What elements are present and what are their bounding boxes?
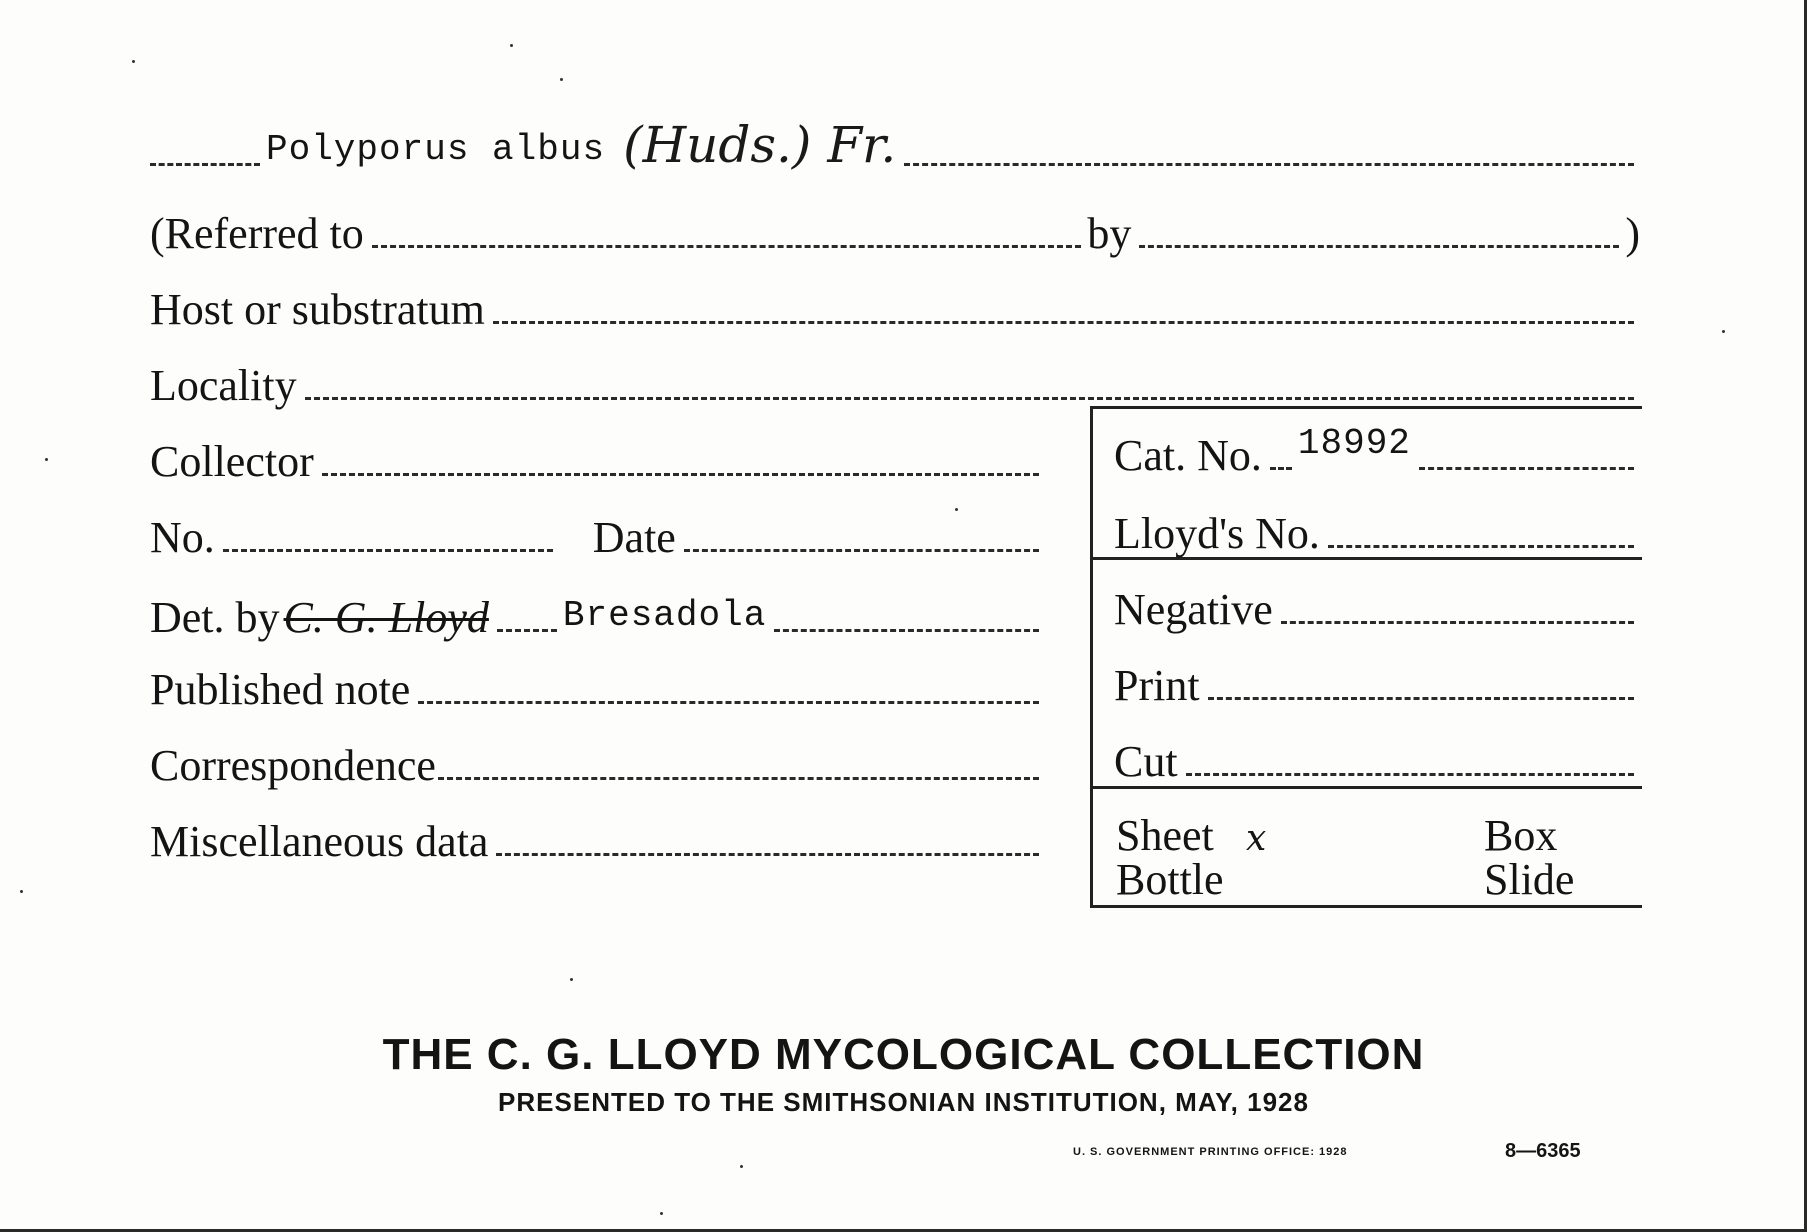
det-by-line bbox=[774, 629, 1039, 632]
det-by-leader bbox=[497, 629, 557, 632]
cut-label: Cut bbox=[1114, 737, 1178, 786]
published-note-line bbox=[418, 701, 1039, 704]
by-label: by bbox=[1087, 209, 1132, 258]
host-row bbox=[150, 282, 1640, 332]
published-note-row bbox=[150, 662, 1045, 712]
no-label: No. bbox=[150, 513, 215, 562]
no-date-row bbox=[150, 510, 1045, 560]
scan-speck bbox=[132, 60, 135, 63]
collection-subtitle: PRESENTED TO THE SMITHSONIAN INSTITUTION, MAY, 1928 bbox=[498, 1087, 1309, 1117]
negative-line bbox=[1281, 621, 1634, 624]
correspondence-line bbox=[438, 777, 1039, 780]
species-name: Polyporus albus bbox=[266, 129, 606, 170]
species-leader bbox=[150, 163, 260, 166]
det-by-value: Bresadola bbox=[562, 595, 767, 636]
scan-speck bbox=[660, 1212, 663, 1215]
cut-line bbox=[1186, 773, 1634, 776]
scan-speck bbox=[1722, 330, 1725, 333]
misc-label: Miscellaneous data bbox=[150, 817, 489, 866]
scan-speck bbox=[570, 978, 573, 981]
scan-speck bbox=[510, 44, 513, 47]
close-paren: ) bbox=[1625, 209, 1640, 258]
referred-to-line bbox=[372, 245, 1082, 248]
referred-to-row bbox=[150, 206, 1640, 256]
misc-row bbox=[150, 814, 1045, 864]
species-line bbox=[904, 163, 1634, 166]
collection-title: THE C. G. LLOYD MYCOLOGICAL COLLECTION bbox=[382, 1030, 1425, 1079]
date-line bbox=[684, 549, 1039, 552]
scan-speck bbox=[560, 78, 563, 81]
scan-speck bbox=[740, 1165, 743, 1168]
species-authority: (Huds.) Fr. bbox=[623, 116, 897, 174]
det-by-struck-name: C. G. Lloyd bbox=[283, 593, 489, 642]
catalog-divider-2 bbox=[1093, 786, 1642, 789]
det-by-row bbox=[150, 586, 1045, 640]
cat-no-label: Cat. No. bbox=[1114, 431, 1262, 480]
scan-speck bbox=[45, 458, 48, 461]
print-label: Print bbox=[1114, 661, 1200, 710]
cat-no-row bbox=[1114, 422, 1640, 478]
locality-row bbox=[150, 358, 1640, 408]
referred-to-label: (Referred to bbox=[150, 209, 364, 258]
published-note-label: Published note bbox=[150, 665, 411, 714]
collector-line bbox=[322, 473, 1039, 476]
collector-row bbox=[150, 434, 1045, 484]
cat-no-value: 18992 bbox=[1297, 423, 1411, 464]
bottle-label: Bottle bbox=[1116, 855, 1224, 904]
sheet-label: Sheet bbox=[1116, 811, 1214, 860]
slide-label: Slide bbox=[1484, 855, 1575, 904]
cut-row bbox=[1114, 734, 1640, 784]
correspondence-row bbox=[150, 738, 1045, 788]
by-line bbox=[1139, 245, 1619, 248]
negative-row bbox=[1114, 582, 1640, 632]
no-line bbox=[223, 549, 553, 552]
host-label: Host or substratum bbox=[150, 285, 485, 334]
cat-no-leader bbox=[1270, 467, 1292, 470]
lloyds-no-label: Lloyd's No. bbox=[1114, 509, 1320, 558]
sheet-mark: x bbox=[1246, 818, 1267, 859]
cat-no-line bbox=[1419, 467, 1634, 470]
locality-line bbox=[305, 397, 1634, 400]
correspondence-label: Correspondence bbox=[150, 741, 436, 790]
form-number: 8—6365 bbox=[1505, 1140, 1581, 1162]
misc-line bbox=[496, 853, 1039, 856]
print-row bbox=[1114, 658, 1640, 708]
negative-label: Negative bbox=[1114, 585, 1273, 634]
printer-imprint: U. S. GOVERNMENT PRINTING OFFICE: 1928 bbox=[1073, 1146, 1348, 1158]
locality-label: Locality bbox=[150, 361, 297, 410]
print-line bbox=[1208, 697, 1634, 700]
scan-speck bbox=[20, 890, 23, 893]
host-line bbox=[493, 321, 1634, 324]
det-by-label: Det. by bbox=[150, 593, 280, 642]
date-label: Date bbox=[592, 513, 676, 562]
collector-label: Collector bbox=[150, 437, 314, 486]
box-label: Box bbox=[1484, 811, 1558, 860]
lloyds-no-row bbox=[1114, 506, 1640, 556]
species-row bbox=[150, 118, 1640, 174]
lloyds-no-line bbox=[1328, 545, 1634, 548]
